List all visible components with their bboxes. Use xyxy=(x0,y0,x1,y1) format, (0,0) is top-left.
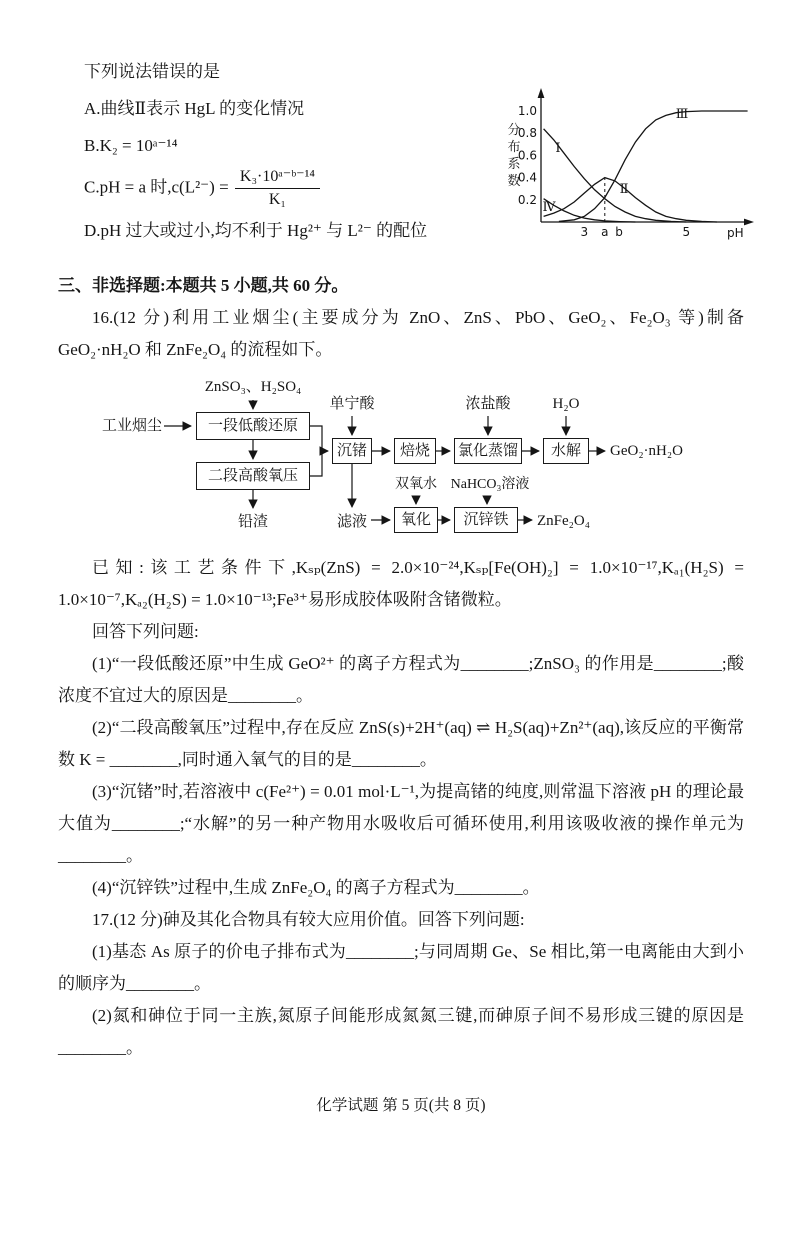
y-axis-arrow-icon xyxy=(538,88,545,98)
svg-text:5: 5 xyxy=(682,225,691,239)
flow-product-geo2: GeO₂·nH₂O xyxy=(610,443,683,459)
flow-box-stage2: 二段高酸氧压 xyxy=(196,462,310,490)
question-15-block xyxy=(58,56,744,268)
flow-product-znfe2o4: ZnFe₂O₄ xyxy=(537,513,590,529)
distribution-chart-svg xyxy=(496,82,768,246)
flow-box-zn-fe: 沉锌铁 xyxy=(454,507,518,533)
flow-reagent-znso3: ZnSO₃、H₂SO₄ xyxy=(204,379,302,395)
question-15-stem: 下列说法错误的是 xyxy=(84,62,220,81)
option-c-fraction xyxy=(235,167,320,210)
y-axis-title: 分布系数 xyxy=(507,123,521,189)
x-tick-labels xyxy=(580,225,690,239)
svg-text:b: b xyxy=(615,225,623,239)
fraction-denominator: K₁ xyxy=(268,191,287,208)
flow-box-oxidize: 氧化 xyxy=(394,507,438,533)
svg-text:a: a xyxy=(601,225,609,239)
question-17-intro: 17.(12 分)砷及其化合物具有较大应用价值。回答下列问题: xyxy=(92,910,525,929)
flow-box-hydrolysis: 水解 xyxy=(543,438,589,464)
flow-box-chloride-distill: 氯化蒸馏 xyxy=(454,438,522,464)
question-16-intro: 16.(12 分)利用工业烟尘(主要成分为 ZnO、ZnS、PbO、GeO₂、Fe₂O₃ 等)制备 GeO₂·nH₂O 和 ZnFe₂O₄ 的流程如下。 xyxy=(58,308,745,359)
flow-filtrate-label: 滤液 xyxy=(336,514,368,530)
question-16-sub3: (3)“沉锗”时,若溶液中 c(Fe²⁺) = 0.01 mol·L⁻¹,为提高锗的纯度,则常温下溶液 pH 的理论最大值为________;“水解”的另一种产物用水吸收后可循环使用,利用该吸收液的操作单元为________。 xyxy=(58,782,744,865)
svg-text:0.4: 0.4 xyxy=(517,170,537,185)
flow-box-roast: 焙烧 xyxy=(394,438,436,464)
question-16-sub4: (4)“沉锌铁”过程中,生成 ZnFe₂O₄ 的离子方程式为________。 xyxy=(92,878,540,897)
svg-text:0.6: 0.6 xyxy=(517,148,537,163)
flow-reagent-hcl: 浓盐酸 xyxy=(465,396,511,412)
flow-box-stage1: 一段低酸还原 xyxy=(196,412,310,440)
option-c-prefix: C.pH = a 时,c(L²⁻) = xyxy=(84,177,233,197)
question-16-sub2: (2)“二段高酸氧压”过程中,存在反应 ZnS(s)+2H⁺(aq) ⇌ H₂S(aq)+Zn²⁺(aq),该反应的平衡常数 K = ________,同时通入氧气的目的是________。 xyxy=(58,718,744,769)
flow-reagent-tannic: 单宁酸 xyxy=(329,396,375,412)
curve-3 xyxy=(559,111,748,221)
x-axis-label: pH xyxy=(727,226,744,240)
option-c xyxy=(84,167,544,210)
question-17-sub2: (2)氮和砷位于同一主族,氮原子间能形成氮氮三键,而砷原子间不易形成三键的原因是________。 xyxy=(58,1006,744,1057)
svg-text:1.0: 1.0 xyxy=(517,104,537,118)
flow-reagent-nahco3: NaHCO₃溶液 xyxy=(450,477,530,492)
curve-2 xyxy=(544,178,717,222)
curve-label-3: Ⅲ xyxy=(675,107,689,122)
question-16-prompt: 回答下列问题: xyxy=(92,622,199,641)
svg-text:3: 3 xyxy=(580,225,589,239)
svg-text:0.2: 0.2 xyxy=(517,192,537,207)
flow-residue-label: 铅渣 xyxy=(237,514,269,530)
curve-label-2: Ⅱ xyxy=(619,182,629,197)
option-d: D.pH 过大或过小,均不利于 Hg²⁺ 与 L²⁻ 的配位 xyxy=(84,221,428,240)
fraction-numerator: K₃·10ᵃ⁻ᵇ⁻¹⁴ xyxy=(235,167,320,189)
question-16-sub1: (1)“一段低酸还原”中生成 GeO²⁺ 的离子方程式为________;ZnSO₃ 的作用是________;酸浓度不宜过大的原因是________。 xyxy=(58,654,744,705)
curve-label-4: Ⅳ xyxy=(542,200,556,215)
y-tick-labels xyxy=(518,104,537,207)
svg-text:0.8: 0.8 xyxy=(517,126,537,141)
section-3-header: 三、非选择题:本题共 5 小题,共 60 分。 xyxy=(58,276,349,295)
distribution-chart xyxy=(496,82,768,246)
flow-reagent-h2o: H₂O xyxy=(552,396,580,412)
question-16-known: 已知:该工艺条件下,Kₛₚ(ZnS) = 2.0×10⁻²⁴,Kₛₚ[Fe(OH)₂] = 1.0×10⁻¹⁷,Kₐ₁(H₂S) = 1.0×10⁻⁷,Kₐ₂(H₂S) = 1.0×10⁻¹³;Fe³⁺易形成胶体吸附含锗微粒。 xyxy=(58,558,744,609)
option-b: B.K₂ = 10ᵃ⁻¹⁴ xyxy=(84,136,178,155)
curve-label-1: Ⅰ xyxy=(555,141,561,156)
question-17-sub1: (1)基态 As 原子的价电子排布式为________;与同周期 Ge、Se 相比,第一电离能由大到小的顺序为________。 xyxy=(58,942,744,993)
x-axis-arrow-icon xyxy=(744,219,754,226)
process-flowchart xyxy=(60,374,752,544)
flow-input-label: 工业烟尘 xyxy=(102,418,163,434)
page-footer: 化学试题 第 5 页(共 8 页) xyxy=(316,1097,486,1114)
flow-box-germanium: 沉锗 xyxy=(332,438,372,464)
option-a: A.曲线Ⅱ表示 HgL 的变化情况 xyxy=(84,99,305,118)
flow-reagent-h2o2: 双氧水 xyxy=(395,477,437,492)
